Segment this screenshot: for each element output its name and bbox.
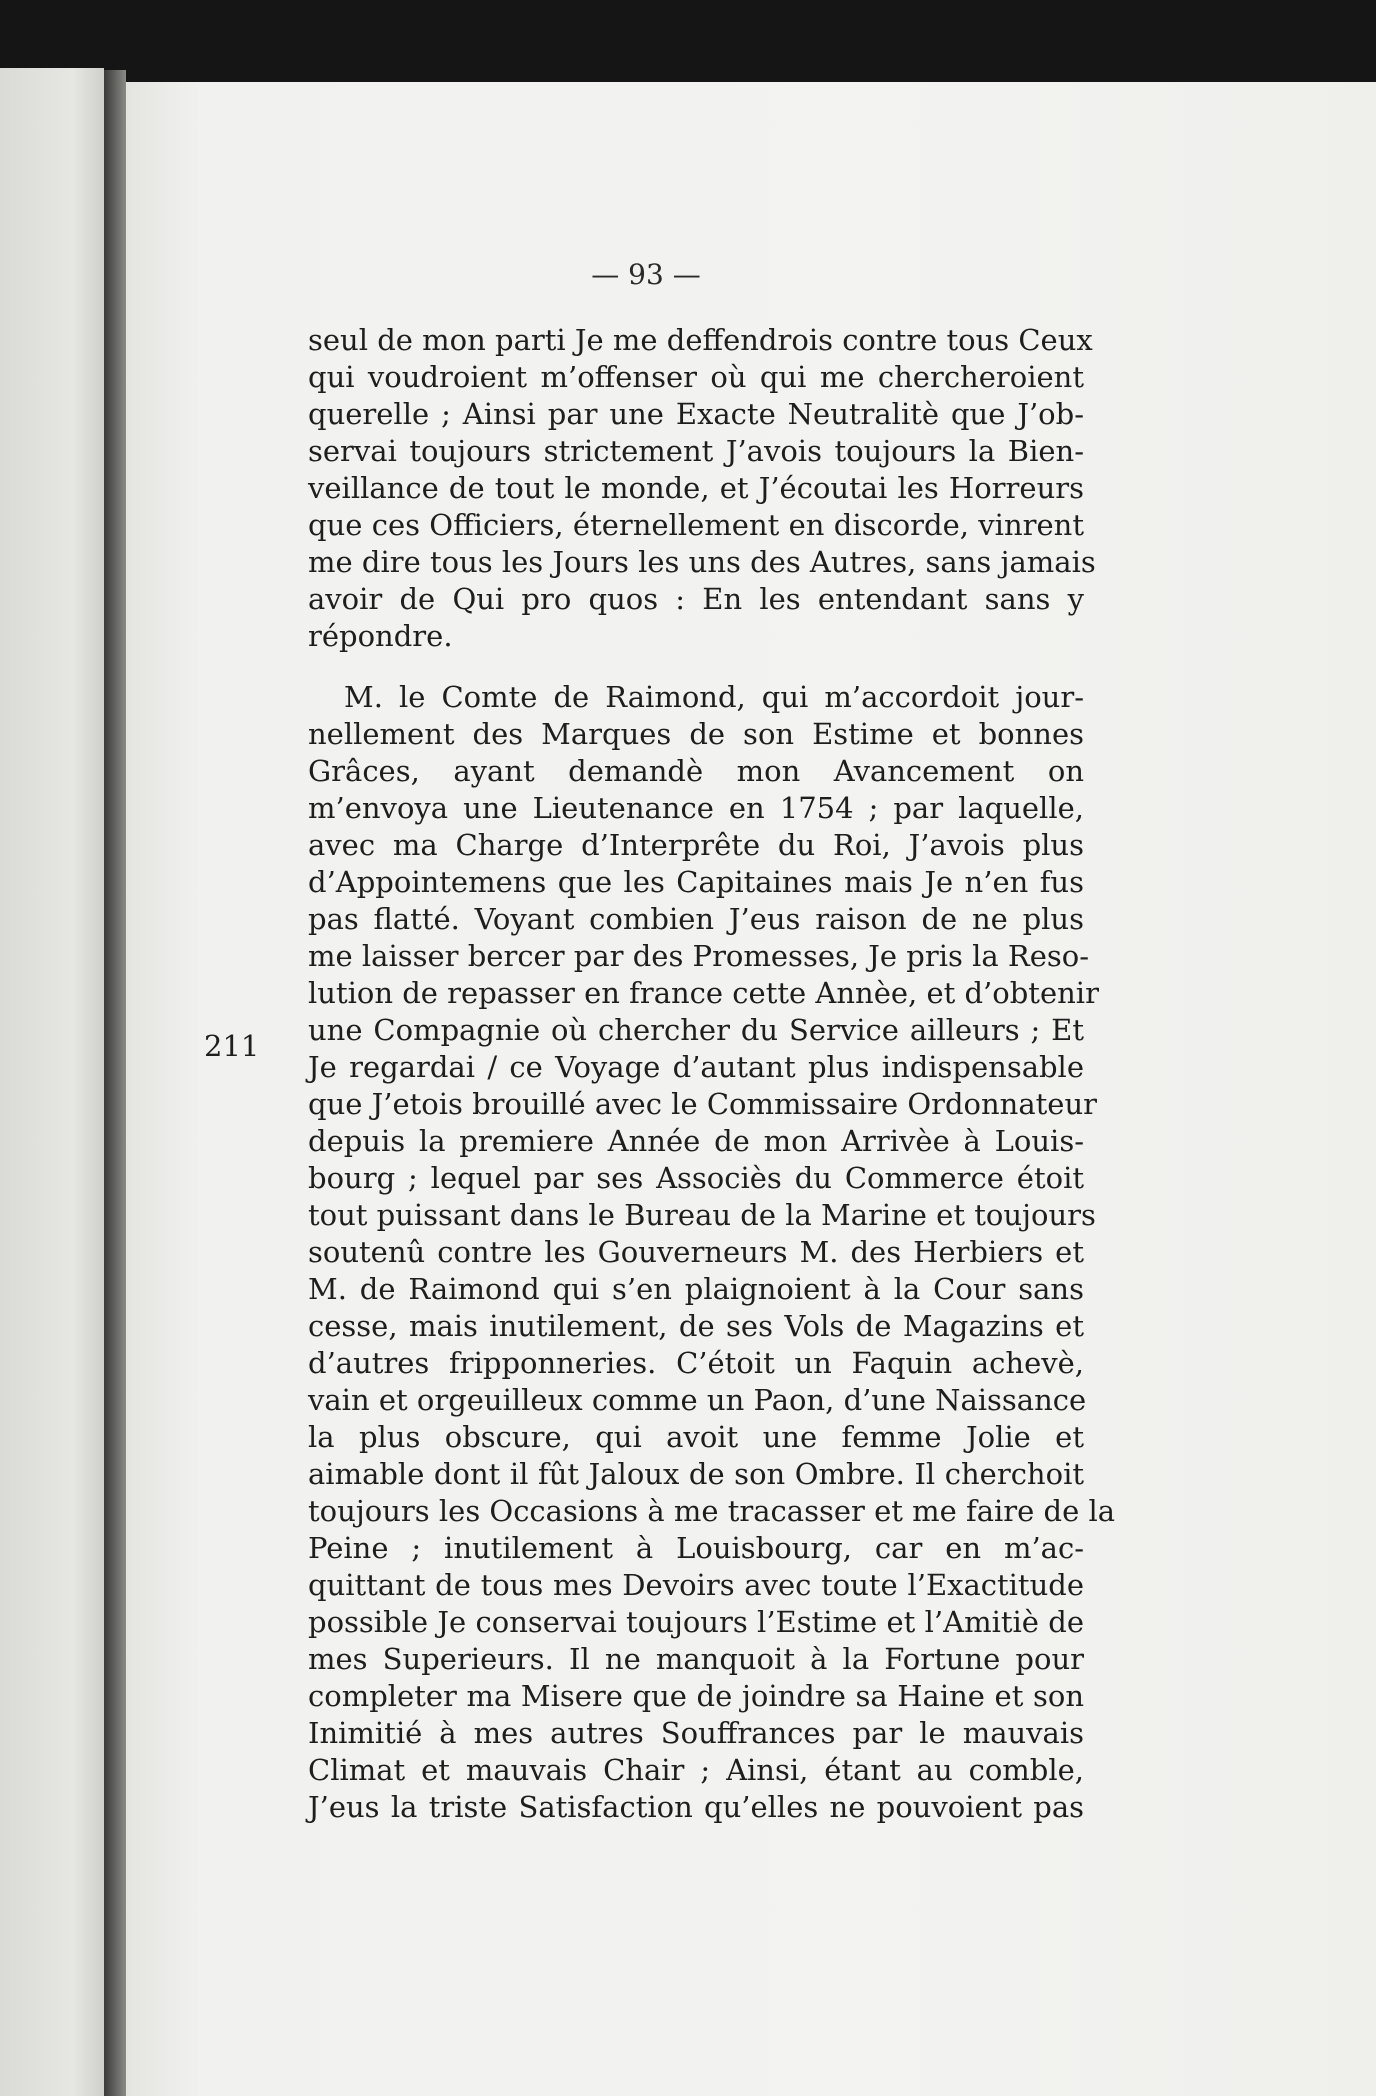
text-line: toujours les Occasions à me tracasser et me faire de la (308, 1494, 1116, 1528)
text-line: pas flatté. Voyant combien J’eus raison de ne plus (308, 902, 1084, 936)
text-line: depuis la premiere Année de mon Arrivèe à Louis- (308, 1124, 1084, 1158)
text-line: me laisser bercer par des Promesses, Je pris la Reso- (308, 939, 1090, 973)
text-line: servai toujours strictement J’avois toujours la Bien- (308, 434, 1084, 468)
text-line: veillance de tout le monde, et J’écoutai les Horreurs (308, 471, 1084, 505)
text-line: avoir de Qui pro quos : En les entendant sans y (308, 582, 1084, 616)
text-line: vain et orgeuilleux comme un Paon, d’une Naissance (308, 1383, 1087, 1417)
text-line: completer ma Misere que de joindre sa Haine et son (308, 1679, 1084, 1713)
text-line: répondre. (308, 619, 453, 653)
text-line: Je regardai / ce Voyage d’autant plus indispensable (308, 1050, 1084, 1084)
text-line: que J’etois brouillé avec le Commissaire Ordonnateur (308, 1087, 1097, 1121)
text-line: m’envoya une Lieutenance en 1754 ; par laquelle, (308, 791, 1084, 825)
text-line: M. le Comte de Raimond, qui m’accordoit jour- (344, 680, 1084, 714)
text-line: quittant de tous mes Devoirs avec toute l’Exactitude (308, 1568, 1084, 1602)
text-line: mes Superieurs. Il ne manquoit à la Fortune pour (308, 1642, 1084, 1676)
paragraph-2 (308, 679, 1116, 1826)
text-line: une Compagnie où chercher du Service ailleurs ; Et (308, 1013, 1084, 1047)
text-line: querelle ; Ainsi par une Exacte Neutralitè que J’ob- (308, 397, 1084, 431)
margin-reference-number: 211 (204, 1029, 260, 1063)
text-line: cesse, mais inutilement, de ses Vols de Magazins et (308, 1309, 1084, 1343)
paragraph-spacer (308, 655, 1084, 679)
text-line: J’eus la triste Satisfaction qu’elles ne pouvoient pas (308, 1790, 1084, 1824)
left-page-edge (0, 68, 104, 2096)
text-line: qui voudroient m’offenser où qui me chercheroient (308, 360, 1084, 394)
text-line: M. de Raimond qui s’en plaignoient à la Cour sans (308, 1272, 1084, 1306)
page-number: — 93 — (591, 258, 701, 291)
text-line: Inimitié à mes autres Souffrances par le mauvais (308, 1716, 1084, 1750)
text-line: soutenû contre les Gouverneurs M. des Herbiers et (308, 1235, 1084, 1269)
text-line: lution de repasser en france cette Annèe, et d’obtenir (308, 976, 1099, 1010)
text-line: possible Je conservai toujours l’Estime et l’Amitiè de (308, 1605, 1084, 1639)
body-text (308, 322, 1116, 1826)
text-line: avec ma Charge d’Interprête du Roi, J’avois plus (308, 828, 1084, 862)
text-line: seul de mon parti Je me deffendrois contre tous Ceux (308, 323, 1093, 357)
text-line: me dire tous les Jours les uns des Autres, sans jamais (308, 545, 1096, 579)
text-line: Grâces, ayant demandè mon Avancement on (308, 754, 1084, 788)
text-line: d’Appointemens que les Capitaines mais Je n’en fus (308, 865, 1084, 899)
text-line: aimable dont il fût Jaloux de son Ombre. Il cherchoit (308, 1457, 1084, 1491)
text-line: que ces Officiers, éternellement en discorde, vinrent (308, 508, 1084, 542)
text-line: Peine ; inutilement à Louisbourg, car en m’ac- (308, 1531, 1084, 1565)
text-line: nellement des Marques de son Estime et bonnes (308, 717, 1084, 751)
text-line: d’autres fripponneries. C’étoit un Faquin achevè, (308, 1346, 1084, 1380)
text-line: Climat et mauvais Chair ; Ainsi, étant au comble, (308, 1753, 1084, 1787)
text-line: bourg ; lequel par ses Associès du Commerce étoit (308, 1161, 1084, 1195)
text-line: tout puissant dans le Bureau de la Marine et toujours (308, 1198, 1096, 1232)
paragraph-1 (308, 322, 1096, 655)
book-gutter (104, 70, 126, 2096)
text-line: la plus obscure, qui avoit une femme Jolie et (308, 1420, 1084, 1454)
